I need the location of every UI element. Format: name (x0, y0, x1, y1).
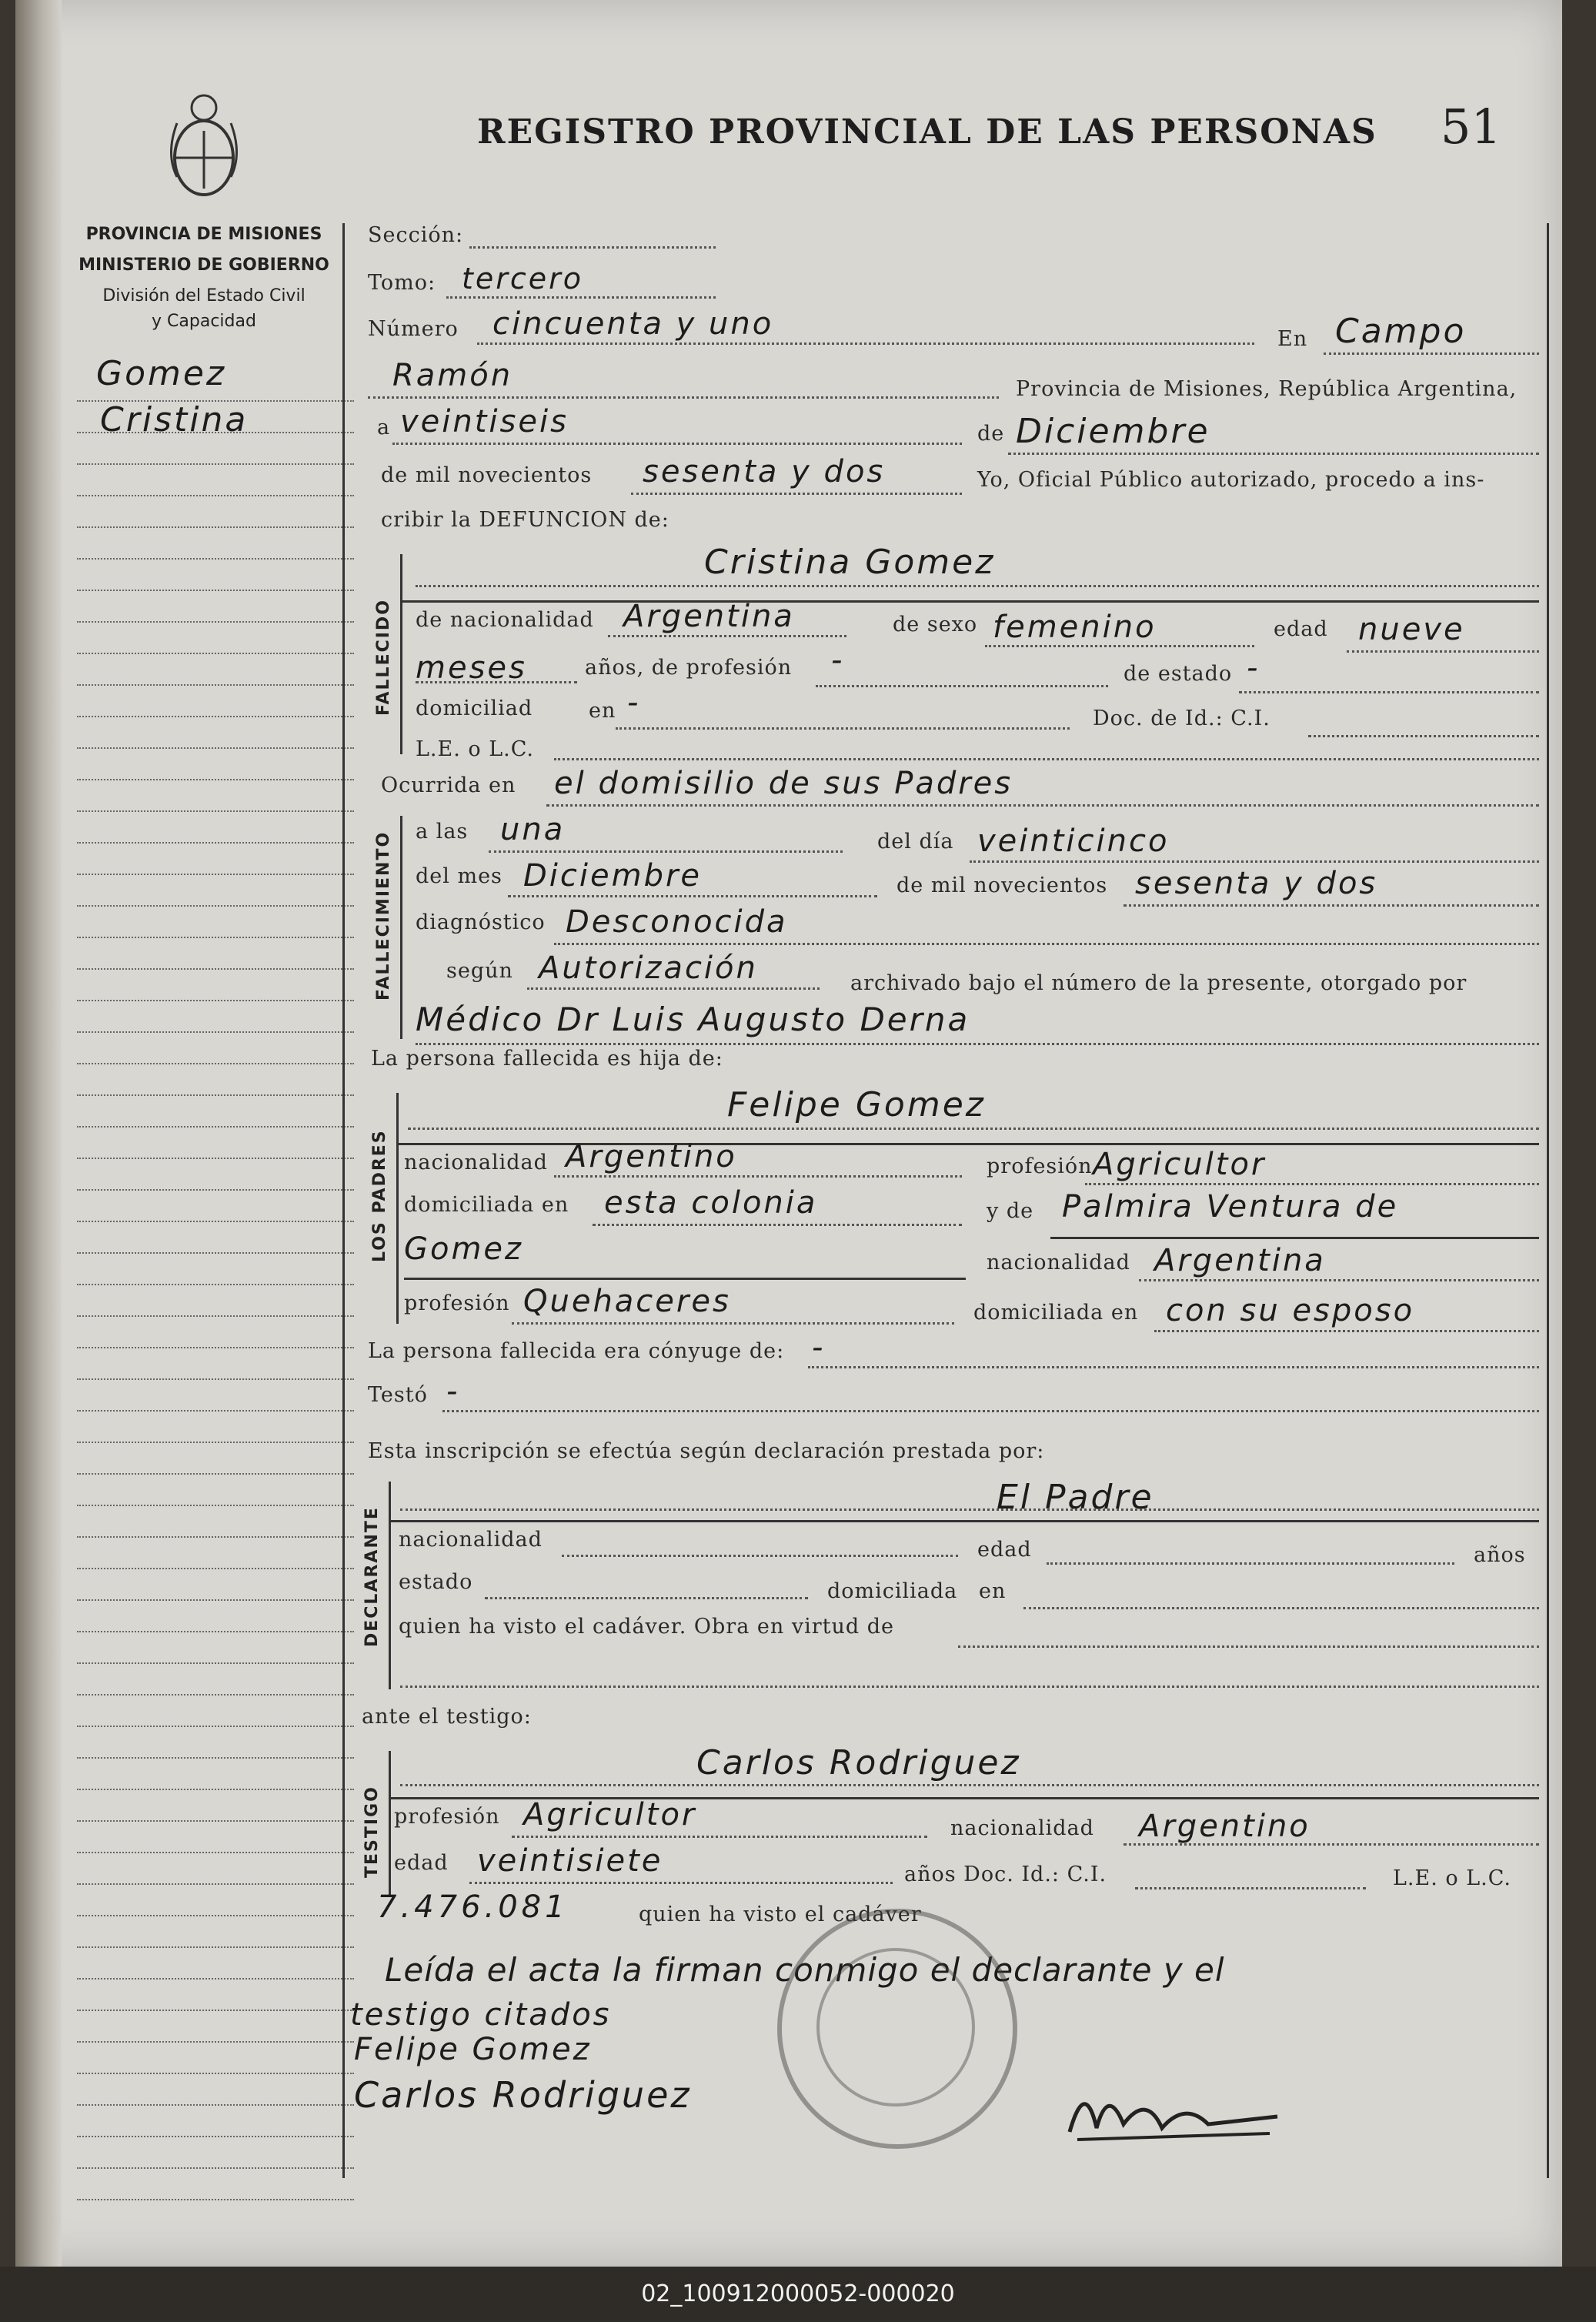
padre-profesion: Agricultor (1093, 1147, 1267, 1182)
declarante-section-label: DECLARANTE (362, 1506, 382, 1647)
madre-domicilio: con su esposo (1166, 1293, 1415, 1328)
oficial-text: Yo, Oficial Público autorizado, procedo a ins- (977, 468, 1485, 492)
sidebar-ruled-line (77, 526, 354, 528)
sidebar-ruled-line (77, 2167, 354, 2169)
a-label: a (377, 416, 391, 439)
tomo-value: tercero (462, 262, 584, 296)
fallecimiento-section-label: FALLECIMIENTO (374, 830, 393, 1001)
sidebar-ruled-line (77, 1094, 354, 1096)
testigo-nacionalidad: Argentino (1139, 1809, 1311, 1844)
document-page (15, 0, 1562, 2267)
sidebar-surname: Gomez (96, 354, 227, 393)
sidebar-ruled-line (77, 1284, 354, 1285)
fallecido-nombre: Cristina Gomez (704, 543, 996, 582)
coat-of-arms-emblem (162, 85, 246, 208)
sidebar-ruled-line (77, 1757, 354, 1759)
testigo-profesion-label: profesión (394, 1805, 500, 1829)
sidebar-ruled-line (77, 558, 354, 560)
closing-line-2: testigo citados (350, 1997, 612, 2033)
page-number: 51 (1441, 99, 1501, 155)
testigo-le-label: L.E. o L.C. (1393, 1866, 1512, 1890)
provincia-text: Provincia de Misiones, República Argentina, (1016, 377, 1518, 401)
sidebar-ruled-line (77, 1978, 354, 1980)
segun-label: según (446, 959, 513, 983)
page-title: REGISTRO PROVINCIAL DE LAS PERSONAS (477, 112, 1377, 152)
sidebar-ruled-line (77, 495, 354, 496)
mes-value: Diciembre (1016, 412, 1210, 451)
en-value: Campo (1335, 312, 1467, 351)
testigo-doc-number: 7.476.081 (377, 1889, 569, 1925)
decl-domiciliada-label: domiciliada (827, 1579, 958, 1603)
sidebar-ruled-line (77, 1000, 354, 1001)
madre-nacionalidad: Argentina (1154, 1243, 1326, 1278)
sidebar-ruled-line (77, 968, 354, 970)
de-label: de (977, 422, 1005, 446)
sidebar-ruled-line (77, 1158, 354, 1159)
sidebar-ruled-line (77, 1189, 354, 1191)
sidebar-ruled-line (77, 2136, 354, 2137)
sidebar-ruled-line (77, 1883, 354, 1885)
del-dia-label: del día (877, 830, 954, 854)
sidebar-ruled-line (77, 1410, 354, 1412)
sexo-value: femenino (993, 610, 1157, 645)
tomo-label: Tomo: (368, 271, 436, 295)
sidebar-ruled-line (77, 463, 354, 465)
ante-testigo-label: ante el testigo: (362, 1705, 532, 1729)
padre-domicilio: esta colonia (604, 1185, 818, 1221)
sidebar-ruled-line (77, 1315, 354, 1317)
seccion-label: Sección: (368, 223, 464, 247)
sidebar-ruled-line (77, 1473, 354, 1475)
sidebar-ruled-line (77, 747, 354, 749)
madre-nombre-cont: Gomez (404, 1231, 524, 1267)
padre-nacionalidad: Argentino (566, 1139, 737, 1174)
sidebar-ruled-line (77, 590, 354, 591)
anio-value-2: sesenta y dos (1135, 866, 1378, 901)
testigo-anios-doc-label: años Doc. Id.: C.I. (904, 1863, 1107, 1886)
sidebar-ruled-line (77, 2104, 354, 2106)
testigo-nombre: Carlos Rodriguez (696, 1743, 1021, 1782)
inscribir-text: cribir la DEFUNCION de: (381, 508, 669, 532)
decl-anios-label: años (1474, 1543, 1526, 1567)
profesion-padre-label: profesión (987, 1154, 1093, 1178)
domicilio-en-label: en (589, 699, 616, 723)
mil-label: de mil novecientos (381, 463, 593, 487)
nacionalidad-padre-label: nacionalidad (404, 1151, 548, 1174)
decl-cadaver-text: quien ha visto el cadáver. Obra en virtud de (399, 1615, 895, 1639)
sidebar-given-name: Cristina (100, 400, 249, 439)
sidebar-ruled-line (77, 716, 354, 717)
testigo-profesion: Agricultor (523, 1797, 697, 1833)
nacionalidad-label: de nacionalidad (416, 608, 594, 632)
sidebar-ruled-line (77, 621, 354, 623)
sidebar-ruled-line (77, 1378, 354, 1380)
numero-label: Número (368, 317, 459, 341)
sidebar-ruled-line (77, 1820, 354, 1822)
sidebar-ruled-line (77, 1568, 354, 1569)
nacionalidad-madre-label: nacionalidad (987, 1251, 1130, 1275)
sidebar-line-3: División del Estado Civil (102, 286, 306, 306)
testigo-nacionalidad-label: nacionalidad (950, 1816, 1094, 1840)
padres-section-label: LOS PADRES (370, 1129, 389, 1262)
sidebar-ruled-line (77, 842, 354, 844)
estado-label: de estado (1124, 662, 1233, 686)
edad-unit: meses (416, 650, 527, 686)
del-mes-label: del mes (416, 864, 503, 888)
sidebar-ruled-line (77, 1536, 354, 1538)
domicilio-value: - (627, 685, 641, 720)
nacionalidad-value: Argentina (623, 599, 795, 634)
testigo-edad-label: edad (394, 1851, 449, 1875)
testigo-edad: veintisiete (477, 1843, 663, 1879)
sidebar-ruled-line (77, 1252, 354, 1254)
sidebar-ruled-line (77, 874, 354, 875)
doc-label: Doc. de Id.: C.I. (1093, 707, 1270, 730)
signature-felipe: Felipe Gomez (354, 2032, 592, 2067)
sidebar-ruled-line (77, 1221, 354, 1222)
conyuge-value: - (812, 1330, 826, 1365)
sidebar-ruled-line (77, 1126, 354, 1128)
dia-value: veintiseis (400, 404, 569, 439)
column-divider (342, 223, 345, 2178)
edad-value: nueve (1358, 612, 1465, 647)
diagnostico-label: diagnóstico (416, 910, 546, 934)
domiciliada-padre-label: domiciliada en (404, 1193, 569, 1217)
y-de-label: y de (987, 1199, 1034, 1223)
sidebar-line-1: PROVINCIA DE MISIONES (85, 225, 322, 244)
testigo-cadaver-text: quien ha visto el cadáver (639, 1903, 922, 1926)
decl-en-label: en (979, 1579, 1007, 1603)
anio-value: sesenta y dos (643, 454, 886, 489)
sexo-label: de sexo (893, 613, 978, 636)
mil-label-2: de mil novecientos (896, 874, 1108, 897)
domiciliad-label: domiciliad (416, 697, 533, 720)
file-id-footer: 02_100912000052-000020 (0, 2267, 1596, 2322)
le-label: L.E. o L.C. (416, 737, 535, 761)
official-seal-stamp (777, 1909, 1017, 2149)
sidebar-ruled-line (77, 1852, 354, 1853)
decl-edad-label: edad (977, 1538, 1032, 1562)
sidebar-ruled-line (77, 1599, 354, 1601)
place-value: Ramón (392, 358, 513, 393)
closing-line-1: Leída el acta la firman conmigo el declarante y el (385, 1951, 1225, 1989)
decl-nacionalidad-label: nacionalidad (399, 1528, 543, 1552)
sidebar-ruled-line (77, 1694, 354, 1696)
sidebar-ruled-line (77, 1063, 354, 1064)
a-las-label: a las (416, 820, 469, 844)
sidebar-ruled-line (77, 1946, 354, 1948)
sidebar-ruled-line (77, 1789, 354, 1790)
mes-value-2: Diciembre (523, 858, 703, 894)
padre-nombre: Felipe Gomez (727, 1085, 986, 1124)
edad-label: edad (1274, 617, 1328, 641)
right-border (1547, 223, 1549, 2178)
hija-text: La persona fallecida es hija de: (371, 1047, 723, 1071)
anios-profesion-label: años, de profesión (585, 656, 793, 680)
sidebar-ruled-line (77, 2073, 354, 2074)
profesion-madre-label: profesión (404, 1291, 510, 1315)
sidebar-ruled-line (77, 1505, 354, 1506)
diagnostico-value: Desconocida (566, 904, 788, 940)
book-binding (15, 0, 62, 2267)
fallecido-section-label: FALLECIDO (374, 599, 393, 716)
profesion-value: - (831, 643, 845, 678)
sidebar-line-4: y Capacidad (152, 312, 256, 331)
segun-value: Autorización (539, 951, 758, 986)
sidebar-ruled-line (77, 1347, 354, 1348)
ocurrida-value: el domisilio de sus Padres (554, 766, 1013, 801)
sidebar-ruled-line (77, 432, 354, 433)
sidebar-ruled-line (77, 2010, 354, 2011)
en-label: En (1277, 327, 1308, 351)
sidebar-ruled-line (77, 1442, 354, 1443)
signature-carlos: Carlos Rodriguez (354, 2074, 692, 2116)
dia-value: veinticinco (977, 824, 1170, 859)
inscripcion-text: Esta inscripción se efectúa según declaración prestada por: (368, 1439, 1045, 1463)
sidebar-line-2: MINISTERIO DE GOBIERNO (78, 256, 329, 275)
estado-value: - (1247, 650, 1260, 686)
sidebar-ruled-line (77, 653, 354, 654)
sidebar-ruled-line (77, 2041, 354, 2043)
sidebar-ruled-line (77, 937, 354, 938)
sidebar-ruled-line (77, 2199, 354, 2200)
madre-nombre: Palmira Ventura de (1062, 1189, 1399, 1224)
sidebar-ruled-line (77, 1631, 354, 1632)
declarante-nombre: El Padre (997, 1478, 1154, 1517)
sidebar-ruled-line (77, 1915, 354, 1916)
domiciliada-madre-label: domiciliada en (973, 1301, 1139, 1325)
hora-value: una (500, 812, 566, 847)
sidebar-ruled-line (77, 1031, 354, 1033)
official-signature (1062, 2063, 1293, 2155)
sidebar-ruled-line (77, 905, 354, 907)
sidebar-ruled-line (77, 810, 354, 812)
sidebar-ruled-line (77, 779, 354, 780)
archivado-text: archivado bajo el número de la presente, otorgado por (850, 971, 1467, 995)
sidebar-ruled-line (77, 400, 354, 402)
madre-profesion: Quehaceres (523, 1284, 731, 1319)
testo-label: Testó (368, 1383, 428, 1407)
testo-value: - (446, 1374, 460, 1409)
numero-value: cincuenta y uno (492, 306, 774, 342)
sidebar-ruled-line (77, 1726, 354, 1727)
sidebar-ruled-line (77, 1662, 354, 1664)
decl-estado-label: estado (399, 1570, 473, 1594)
sidebar-ruled-line (77, 684, 354, 686)
medico-value: Médico Dr Luis Augusto Derna (416, 1001, 970, 1038)
testigo-section-label: TESTIGO (362, 1786, 382, 1878)
conyuge-label: La persona fallecida era cónyuge de: (368, 1339, 785, 1363)
ocurrida-label: Ocurrida en (381, 773, 516, 797)
